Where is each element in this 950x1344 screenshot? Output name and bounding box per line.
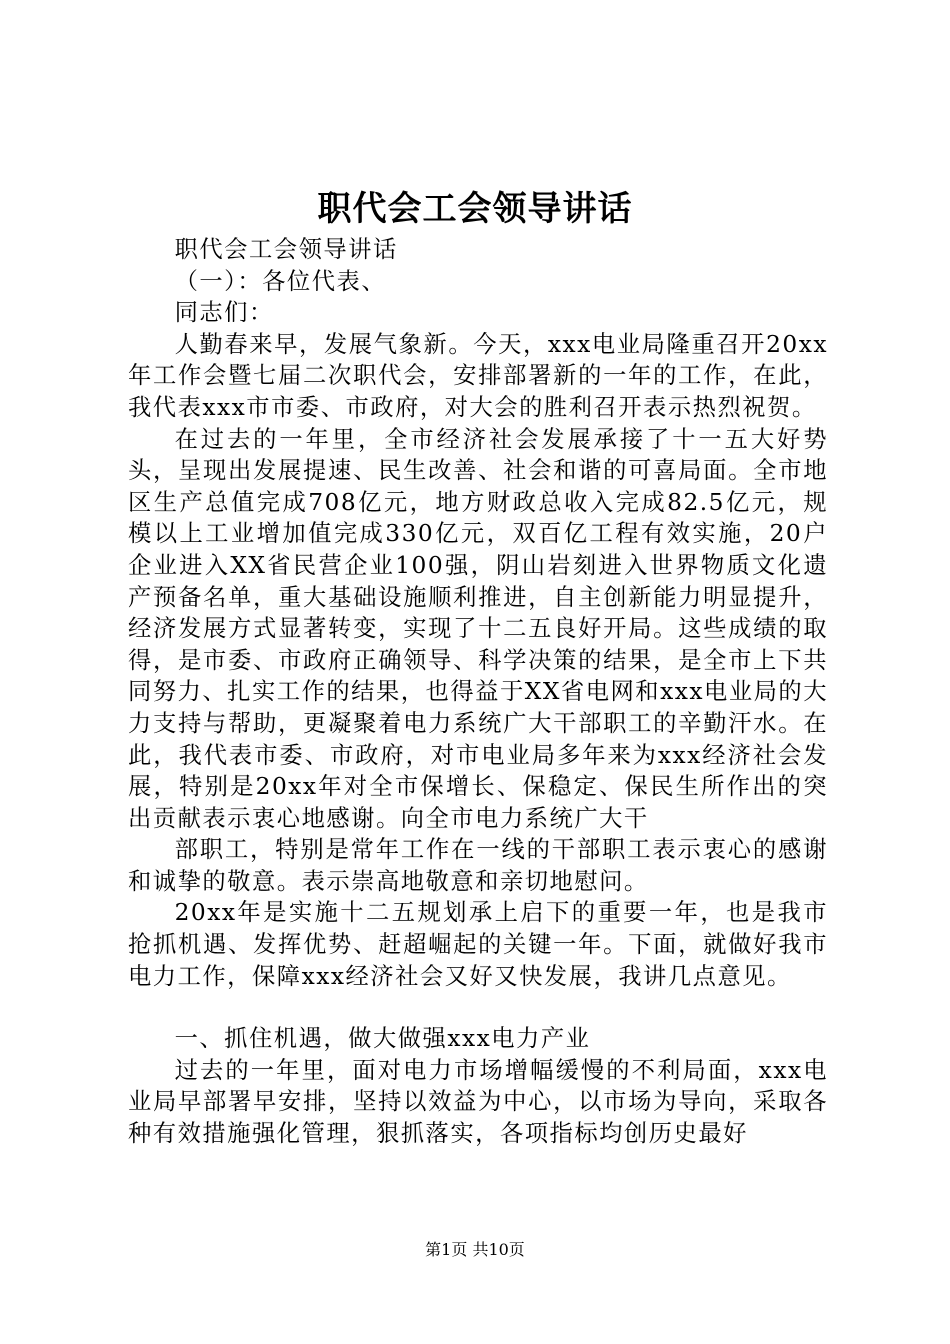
paragraph-salutation-1: （一）：各位代表、 [174, 267, 387, 295]
document-title: 职代会工会领导讲话 [317, 189, 633, 229]
document-body [128, 234, 828, 1150]
paragraph-opening: 人勤春来早，发展气象新。今天，xxx电业局隆重召开20xx年工作会暨七届二次职代会，安排部署新的一年的工作，在此，我代表xxx市市委、市政府，对大会的胜利召开表示热烈祝贺。 [128, 330, 828, 421]
paragraph-outlook: 20xx年是实施十二五规划承上启下的重要一年，也是我市抢抓机遇、发挥优势、赶超崛起的关键一年。下面，就做好我市电力工作，保障xxx经济社会又好又快发展，我讲几点意见。 [128, 899, 828, 990]
paragraph-salutation-2: 同志们： [174, 299, 274, 327]
section-heading-1: 一、抓住机遇，做大做强xxx电力产业 [174, 1025, 591, 1053]
paragraph-achievements: 在过去的一年里，全市经济社会发展承接了十一五大好势头，呈现出发展提速、民生改善、社会和谐的可喜局面。全市地区生产总值完成708亿元，地方财政总收入完成82.5亿元，规模以上工业增加值完成330亿元，双百亿工程有效实施，20户企业进入XX省民营企业100强，阴山岩刻进入世界物质文化遗产预备名单，重大基础设施顺利推进，自主创新能力明显提升，经济发展方式显著转变，实现了十二五良好开局。这些成绩的取得，是市委、市政府正确领导、科学决策的结果，是全市上下共同努力、扎实工作的结果，也得益于XX省电网和xxx电业局的大力支持与帮助，更凝聚着电力系统广大干部职工的辛勤汗水。在此，我代表市委、市政府，对市电业局多年来为xxx经济社会发展，特别是20xx年对全市保增长、保稳定、保民生所作出的突出贡献表示衷心地感谢。向全市电力系统广大干 [128, 425, 829, 832]
paragraph-section-1: 过去的一年里，面对电力市场增幅缓慢的不利局面，xxx电业局早部署早安排，坚持以效益为中心，以市场为导向，采取各种有效措施强化管理，狠抓落实，各项指标均创历史最好 [128, 1056, 828, 1148]
paragraph-subtitle: 职代会工会领导讲话 [174, 236, 398, 263]
page-footer: 第1页 共10页 [425, 1240, 525, 1259]
paragraph-thanks: 部职工，特别是常年工作在一线的干部职工表示衷心的感谢和诚挚的敬意。表示崇高地敬意和亲切地慰问。 [128, 836, 828, 895]
